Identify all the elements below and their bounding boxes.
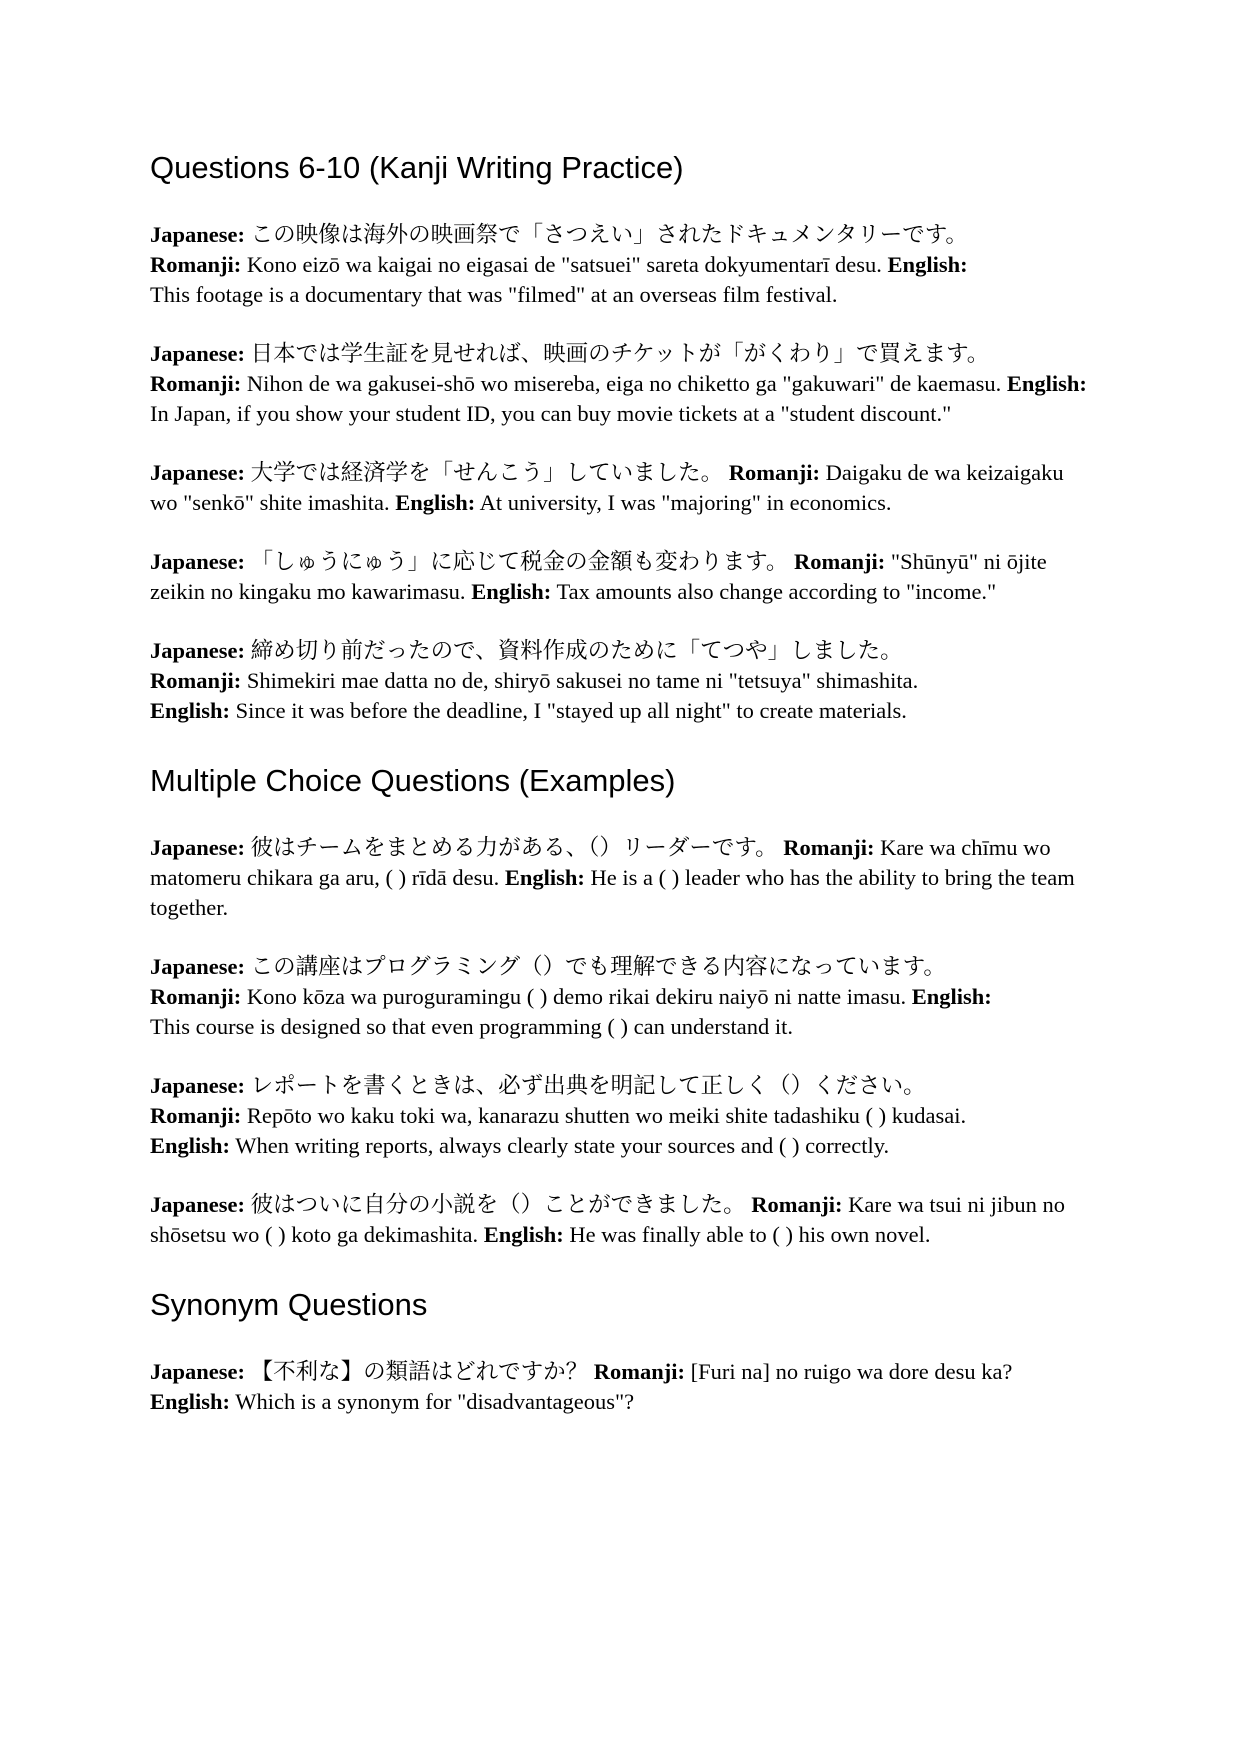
- entry: [150, 1071, 1090, 1161]
- english-text: He was finally able to ( ) his own novel.: [569, 1222, 931, 1247]
- romanji-text: Kono kōza wa puroguramingu ( ) demo rikai dekiru naiyō ni natte imasu.: [246, 984, 907, 1009]
- english-text: He is a ( ) leader who has the ability to bring the team together.: [150, 865, 1075, 920]
- entry: [150, 1357, 1090, 1417]
- japanese-label: Japanese:: [150, 1192, 245, 1217]
- japanese-label: Japanese:: [150, 549, 245, 574]
- section-heading-multiple-choice: Multiple Choice Questions (Examples): [150, 763, 676, 798]
- romanji-label: Romanji:: [751, 1192, 843, 1217]
- japanese-label: Japanese:: [150, 341, 245, 366]
- japanese-text: この映像は海外の映画祭で「さつえい」されたドキュメンタリーです。: [250, 222, 968, 247]
- english-text: When writing reports, always clearly state your sources and ( ) correctly.: [235, 1133, 890, 1158]
- japanese-label: Japanese:: [150, 954, 245, 979]
- romanji-label: Romanji:: [728, 460, 821, 485]
- japanese-text: レポートを書くときは、必ず出典を明記して正しく（）ください。: [250, 1073, 926, 1098]
- english-text: Which is a synonym for "disadvantageous"?: [235, 1389, 635, 1414]
- japanese-label: Japanese:: [150, 638, 245, 663]
- english-label: English:: [887, 252, 968, 277]
- japanese-label: Japanese:: [150, 460, 245, 485]
- romanji-label: Romanji:: [150, 1103, 242, 1128]
- english-text: This footage is a documentary that was "filmed" at an overseas film festival.: [150, 282, 838, 307]
- romanji-label: Romanji:: [150, 252, 242, 277]
- entry: [150, 339, 1090, 429]
- english-text: At university, I was "majoring" in economics.: [479, 490, 892, 515]
- section-heading-synonym: Synonym Questions: [150, 1287, 428, 1322]
- english-label: English:: [471, 579, 552, 604]
- japanese-text: 大学では経済学を「せんこう」していました。: [250, 460, 724, 485]
- english-label: English:: [150, 698, 231, 723]
- romanji-label: Romanji:: [150, 371, 242, 396]
- japanese-text: 【不利な】の類語はどれですか？: [250, 1359, 589, 1384]
- romanji-text: Nihon de wa gakusei-shō wo misereba, eiga no chiketto ga "gakuwari" de kaemasu.: [246, 371, 1002, 396]
- english-label: English:: [150, 1389, 231, 1414]
- japanese-text: 締め切り前だったので、資料作成のために「てつや」しました。: [250, 638, 903, 663]
- japanese-text: この講座はプログラミング（）でも理解できる内容になっています。: [250, 954, 946, 979]
- romanji-label: Romanji:: [150, 668, 242, 693]
- romanji-text: "Shūnyū" ni ōjite zeikin no kingaku mo kawarimasu.: [150, 549, 1047, 604]
- entry: [150, 636, 1090, 726]
- entry: [150, 547, 1090, 607]
- japanese-text: 彼はついに自分の小説を（）ことができました。: [250, 1192, 746, 1217]
- entry: [150, 833, 1090, 923]
- english-label: English:: [395, 490, 476, 515]
- english-label: English:: [483, 1222, 564, 1247]
- romanji-label: Romanji:: [593, 1359, 686, 1384]
- entry: [150, 220, 1090, 310]
- japanese-label: Japanese:: [150, 835, 245, 860]
- document-body: [150, 148, 1090, 1446]
- english-text: Tax amounts also change according to "income.": [556, 579, 997, 604]
- english-label: English:: [911, 984, 992, 1009]
- japanese-label: Japanese:: [150, 1073, 245, 1098]
- romanji-label: Romanji:: [150, 984, 242, 1009]
- english-label: English:: [150, 1133, 231, 1158]
- romanji-label: Romanji:: [794, 549, 886, 574]
- section-heading-kanji-writing: Questions 6-10 (Kanji Writing Practice): [150, 150, 684, 185]
- romanji-label: Romanji:: [783, 835, 875, 860]
- entry: [150, 952, 1090, 1042]
- romanji-text: Repōto wo kaku toki wa, kanarazu shutten wo meiki shite tadashiku ( ) kudasai.: [246, 1103, 967, 1128]
- romanji-text: Shimekiri mae datta no de, shiryō sakusei no tame ni "tetsuya" shimashita.: [246, 668, 919, 693]
- english-text: This course is designed so that even programming ( ) can understand it.: [150, 1014, 793, 1039]
- entry: [150, 458, 1090, 518]
- romanji-text: Kare wa tsui ni jibun no shōsetsu wo ( ) koto ga dekimashita.: [150, 1192, 1065, 1247]
- romanji-text: Daigaku de wa keizaigaku wo "senkō" shite imashita.: [150, 460, 1064, 515]
- japanese-label: Japanese:: [150, 1359, 245, 1384]
- japanese-text: 「しゅうにゅう」に応じて税金の金額も変わります。: [250, 549, 789, 574]
- english-label: English:: [504, 865, 585, 890]
- romanji-text: Kare wa chīmu wo matomeru chikara ga aru, ( ) rīdā desu.: [150, 835, 1051, 890]
- japanese-text: 日本では学生証を見せれば、映画のチケットが「がくわり」で買えます。: [250, 341, 990, 366]
- entry: [150, 1190, 1090, 1250]
- romanji-text: [Furi na] no ruigo wa dore desu ka?: [690, 1359, 1013, 1384]
- japanese-label: Japanese:: [150, 222, 245, 247]
- japanese-text: 彼はチームをまとめる力がある、（）リーダーです。: [250, 835, 778, 860]
- english-label: English:: [1006, 371, 1087, 396]
- romanji-text: Kono eizō wa kaigai no eigasai de "satsuei" sareta dokyumentarī desu.: [246, 252, 882, 277]
- english-text: Since it was before the deadline, I "stayed up all night" to create materials.: [235, 698, 907, 723]
- english-text: In Japan, if you show your student ID, you can buy movie tickets at a "student discount.": [150, 401, 952, 426]
